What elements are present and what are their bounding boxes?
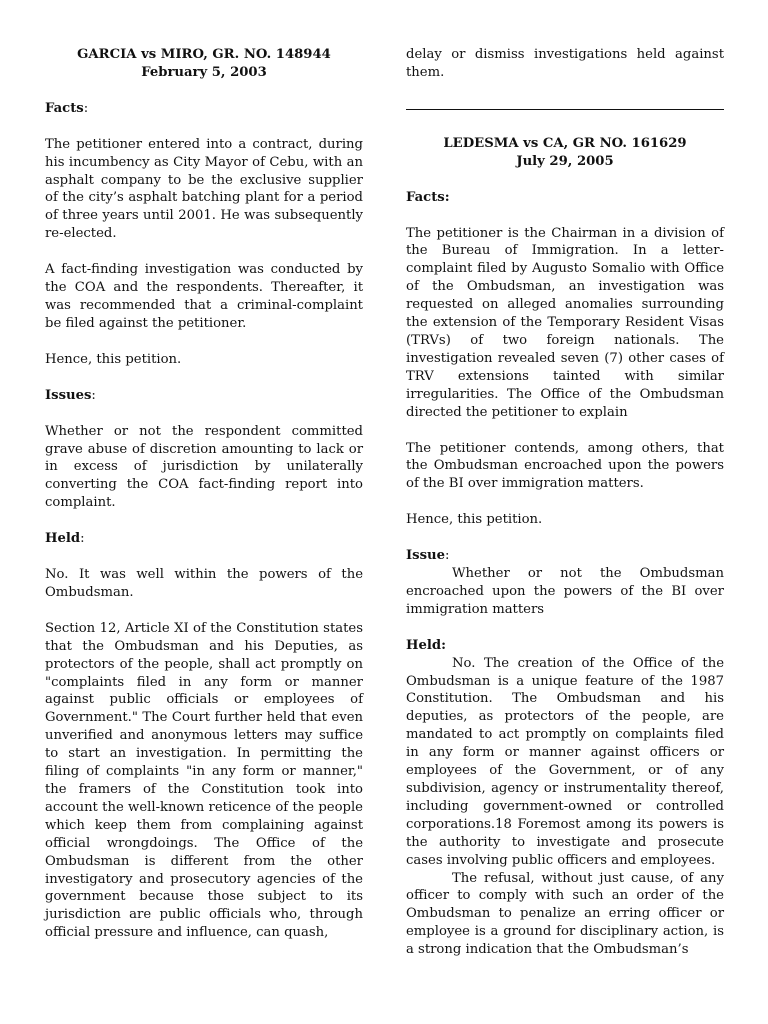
case-title: LEDESMA vs CA, GR NO. 161629 bbox=[443, 135, 687, 151]
issue-heading: Issue: bbox=[406, 548, 450, 564]
issues-paragraph: Whether or not the respondent committed grave abuse of discretion amounting to lack or in excess of jurisdiction by unilaterally converting the COA fact-finding report into complaint. bbox=[45, 423, 363, 511]
issues-heading: Issues: bbox=[45, 387, 96, 403]
continuation-paragraph: delay or dismiss investigations held against them. bbox=[406, 47, 724, 80]
facts-heading: Facts: bbox=[45, 100, 89, 116]
held-paragraph: No. The creation of the Office of the Ombudsman is a unique feature of the 1987 Constitution. The Ombudsman and his deputies, as protectors of the people, are mandated to act promptly on complaints filed in any form or manner against officers or employees of the Government, or of any subdivision, agency or instrumentality thereof, including government-owned or controlled corporations.18 Foremost among its powers is the authority to investigate and prosecute cases involving public officers and employees. bbox=[406, 655, 724, 868]
held-paragraph: No. It was well within the powers of the Ombudsman. bbox=[45, 567, 363, 600]
facts-heading-label: Facts bbox=[45, 100, 84, 116]
case-heading-ledesma bbox=[406, 135, 724, 171]
case-title: GARCIA vs MIRO, GR. NO. 148944 bbox=[77, 47, 331, 62]
facts-paragraph: Hence, this petition. bbox=[406, 512, 543, 528]
held-paragraph: Section 12, Article XI of the Constitution states that the Ombudsman and his Deputies, as protectors of the people, shall act promptly on "complaints filed in any form or manner against public officials or employees of Government." The Court further held that even unverified and anonymous letters may suffice to start an investigation. In permitting the filing of complaints "in any form or manner," the framers of the Constitution took into account the well-known reticence of the people which keep them from complaining against official wrongdoings. The Office of the Ombudsman is different from the other investigatory and prosecutory agencies of the government because those subject to its jurisdiction are public officials who, through official pressure and influence, can quash, bbox=[45, 620, 363, 941]
left-column bbox=[45, 46, 363, 960]
facts-paragraph: The petitioner is the Chairman in a division of the Bureau of Immigration. In a letter-complaint filed by Augusto Somalio with Office of the Ombudsman, an investigation was requested on alleged anomalies surrounding the extension of the Temporary Resident Visas (TRVs) of two foreign nationals. The investigation revealed seven (7) other cases of TRV extensions tainted with similar irregularities. The Office of the Ombudsman directed the petitioner to explain bbox=[406, 225, 724, 420]
facts-paragraph: The petitioner contends, among others, that the Ombudsman encroached upon the powers of the BI over immigration matters. bbox=[406, 440, 724, 492]
held-heading: Held: bbox=[406, 637, 446, 653]
facts-heading: Facts: bbox=[406, 189, 450, 205]
issue-heading-label: Issue bbox=[406, 548, 445, 564]
held-paragraph: The refusal, without just cause, of any officer to comply with such an order of the Ombudsman to penalize an erring officer or employee is a ground for disciplinary action, is a strong indication that the Ombudsman’s bbox=[406, 870, 724, 958]
facts-paragraph: A fact-finding investigation was conducted by the COA and the respondents. Thereafter, it was recommended that a criminal-complaint be filed against the petitioner. bbox=[45, 262, 363, 331]
case-date: February 5, 2003 bbox=[141, 64, 267, 80]
issue-paragraph: Whether or not the Ombudsman encroached upon the powers of the BI over immigration matters bbox=[406, 566, 724, 617]
case-date: July 29, 2005 bbox=[516, 153, 614, 169]
case-heading-garcia bbox=[45, 46, 363, 82]
section-divider bbox=[406, 109, 724, 110]
held-heading-label: Held bbox=[45, 531, 81, 547]
facts-paragraph: The petitioner entered into a contract, during his incumbency as City Mayor of Cebu, with an asphalt company to be the exclusive supplier of the city’s asphalt batching plant for a period of three years until 2001. He was subsequently re-elected. bbox=[45, 136, 363, 242]
held-heading: Held: bbox=[45, 531, 85, 547]
issues-heading-label: Issues bbox=[45, 387, 92, 403]
facts-paragraph: Hence, this petition. bbox=[45, 351, 182, 367]
right-column bbox=[406, 46, 724, 977]
